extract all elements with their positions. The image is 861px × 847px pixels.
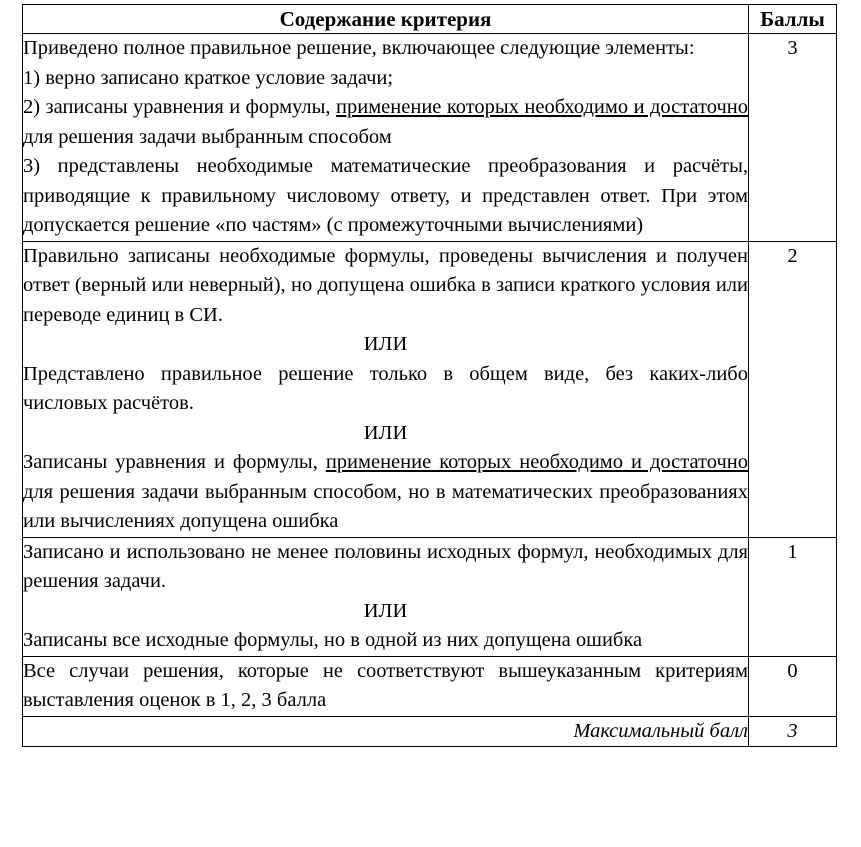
criteria-content-cell: [23, 34, 749, 242]
criteria-score-cell: 0: [749, 656, 837, 716]
table-row: [23, 656, 837, 716]
criteria-paragraph: Приведено полное правильное решение, включающее следующие элементы:: [23, 37, 695, 59]
table-row: [23, 34, 837, 242]
or-separator: ИЛИ: [363, 333, 408, 355]
paragraph-text-pre: 2) записаны уравнения и формулы,: [23, 96, 337, 118]
paragraph-text-underlined: применение которых необходимо и достаточно: [336, 96, 749, 118]
max-score-value: 3: [749, 716, 837, 747]
header-content-column: Содержание критерия: [23, 5, 749, 34]
max-score-label: Максимальный балл: [23, 716, 749, 747]
criteria-paragraph: [23, 448, 748, 537]
or-separator: ИЛИ: [363, 421, 408, 444]
paragraph-text-underlined: применение которых необходимо и достаточно: [325, 451, 748, 473]
or-separator: ИЛИ: [363, 599, 408, 622]
criteria-paragraph: [23, 93, 748, 152]
table-row: [23, 241, 837, 537]
criteria-paragraph: Правильно записаны необходимые формулы, проведены вычисления и получен ответ (верный или неверный), но допущена ошибка в записи краткого условия или переводе единиц в СИ.: [23, 244, 748, 326]
criteria-paragraph: Записаны все исходные формулы, но в одной из них допущена ошибка: [23, 629, 643, 651]
table-header: [23, 5, 837, 34]
criteria-score-cell: 2: [749, 241, 837, 537]
table-row: [23, 537, 837, 656]
criteria-paragraph: Представлено правильное решение только в общем виде, без каких-либо числовых расчётов.: [23, 362, 748, 414]
paragraph-text-post: для решения задачи выбранным способом, но в математических преобразованиях или вычислениях допущена ошибка: [23, 480, 748, 532]
criteria-content-cell: [23, 656, 749, 716]
criteria-paragraph: Все случаи решения, которые не соответствуют вышеуказанным критериям выставления оценок в 1, 2, 3 балла: [23, 659, 748, 711]
criteria-content-cell: [23, 537, 749, 656]
paragraph-text-post: для решения задачи выбранным способом: [23, 125, 392, 148]
criteria-score-cell: 3: [749, 34, 837, 242]
criteria-paragraph: 3) представлены необходимые математические преобразования и расчёты, приводящие к правильному числовому ответу, и представлен ответ. При этом допускается решение «по частям» (с промежуточными вычислениями): [23, 155, 748, 236]
table-header-row: [23, 5, 837, 34]
criteria-paragraph: 1) верно записано краткое условие задачи;: [23, 66, 394, 89]
criteria-content-cell: [23, 241, 749, 537]
criteria-paragraph: Записано и использовано не менее половины исходных формул, необходимых для решения задачи.: [23, 540, 748, 592]
criteria-score-cell: 1: [749, 537, 837, 656]
header-score-column: Баллы: [749, 5, 837, 34]
paragraph-text-pre: Записаны уравнения и формулы,: [23, 451, 326, 473]
max-score-row: [23, 716, 837, 747]
table-body: [23, 34, 837, 747]
grading-criteria-table: [22, 4, 837, 747]
